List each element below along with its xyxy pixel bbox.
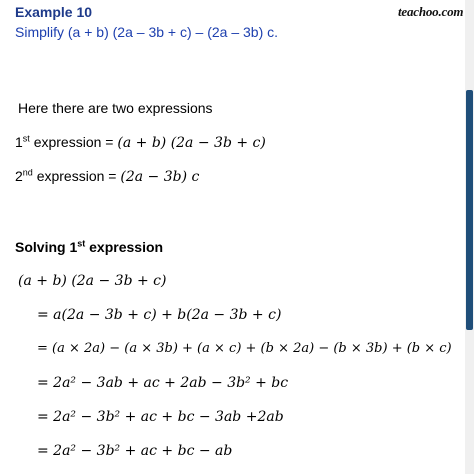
expression-1-label-text: expression = bbox=[29, 134, 118, 150]
intro-text: Here there are two expressions bbox=[18, 100, 213, 116]
expression-2-definition bbox=[15, 168, 199, 185]
expression-2-label-text: expression = bbox=[32, 168, 121, 184]
brand-logo: teachoo.com bbox=[398, 4, 464, 19]
scrollbar-thumb[interactable] bbox=[466, 90, 473, 330]
expression-2-label-suffix: nd bbox=[22, 167, 33, 178]
solving-heading bbox=[15, 239, 163, 255]
solution-step: = 2a² − 3ab + ac + 2ab − 3b² + bc bbox=[37, 375, 289, 391]
solving-heading-suffix: st bbox=[77, 238, 86, 249]
expression-1-math: (a + b) (2a − 3b + c) bbox=[117, 135, 266, 151]
vertical-scrollbar[interactable] bbox=[465, 0, 474, 474]
solution-step: = 2a² − 3b² + ac + bc − ab bbox=[37, 443, 233, 459]
problem-statement: Simplify (a + b) (2a – 3b + c) – (2a – 3b) c. bbox=[15, 24, 279, 40]
solution-step: = 2a² − 3b² + ac + bc − 3ab +2ab bbox=[37, 409, 284, 425]
solution-step: (a + b) (2a − 3b + c) bbox=[18, 273, 167, 289]
expression-2-label-number: 2 bbox=[15, 168, 23, 184]
expression-1-label-suffix: st bbox=[22, 133, 30, 144]
example-title: Example 10 bbox=[15, 4, 93, 20]
solution-step: = (a × 2a) − (a × 3b) + (a × c) + (b × 2a) − (b × 3b) + (b × c) bbox=[37, 341, 452, 356]
solution-step: = a(2a − 3b + c) + b(2a − 3b + c) bbox=[37, 307, 282, 323]
expression-2-math: (2a − 3b) c bbox=[120, 169, 200, 185]
solving-heading-text: Solving 1 bbox=[15, 239, 78, 255]
solving-heading-tail: expression bbox=[85, 239, 164, 255]
expression-1-label-number: 1 bbox=[15, 134, 23, 150]
expression-1-definition bbox=[15, 134, 266, 151]
